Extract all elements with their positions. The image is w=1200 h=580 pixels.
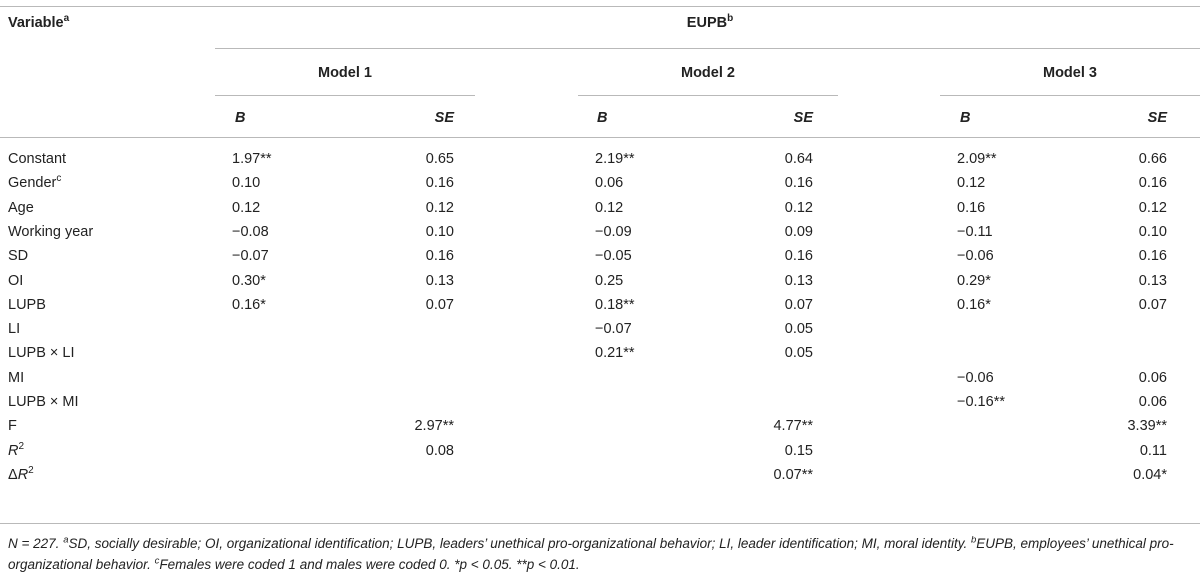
table-cell: 4.77**	[773, 418, 813, 435]
row-label: LUPB	[8, 296, 46, 313]
table-cell: 2.19**	[595, 151, 635, 167]
table-note	[8, 533, 1193, 575]
table-cell: 0.06	[595, 175, 624, 192]
table-cell: 0.15	[784, 442, 813, 459]
table-cell: 0.12	[425, 199, 454, 216]
table-cell: 0.08	[425, 442, 454, 459]
header-bottom-rule	[0, 137, 1200, 138]
table-cell: 0.05	[784, 345, 813, 362]
table-cell: 0.29*	[957, 272, 991, 289]
table-cell: 3.39**	[1127, 418, 1167, 435]
model-3-col-b: B	[960, 110, 971, 126]
note-a: SD, socially desirable; OI, organizational identification; LUPB, leaders’ unethical pro-organizational behavior; LI, leader identification; MI, moral identity.	[68, 536, 968, 551]
variable-header: Variable$^a$	[8, 13, 70, 31]
table-cell: −0.07	[232, 248, 269, 265]
table-cell: 0.25	[595, 272, 624, 289]
table-cell: 2.97**	[414, 418, 454, 435]
table-cell: 0.12	[1138, 199, 1167, 216]
model-3-col-se: SE	[1147, 110, 1167, 126]
table-cell: 0.12	[957, 175, 986, 192]
table-cell: 0.16	[425, 175, 454, 192]
row-label: $\Delta R^2$	[8, 465, 34, 483]
table-cell: 0.06	[1138, 394, 1167, 410]
table-cell: 0.18**	[595, 296, 635, 313]
model-1-col-b: B	[235, 110, 246, 126]
table-cell: 0.30*	[232, 272, 266, 289]
table-cell: 0.13	[784, 272, 813, 289]
model-1-label: Model 1	[318, 65, 372, 81]
note-b-marker: b	[970, 534, 977, 546]
model-2-col-se: SE	[793, 110, 813, 126]
table-cell: 0.10	[1138, 223, 1167, 240]
table-cell: 0.16	[784, 248, 813, 265]
row-label: Working year	[8, 223, 94, 240]
model-2-label: Model 2	[681, 65, 735, 81]
row-label: F	[8, 418, 17, 435]
table-cell: 0.07	[784, 296, 813, 313]
row-label: LUPB × LI	[8, 345, 75, 362]
table-cell: −0.06	[957, 248, 994, 265]
row-label: Gender$^c$	[8, 173, 62, 192]
dv-underline	[215, 48, 1200, 49]
table-cell: −0.06	[957, 369, 994, 386]
table-cell: 0.11	[1139, 442, 1167, 459]
table-cell: −0.09	[595, 223, 632, 240]
row-label: MI	[8, 369, 25, 386]
note-b: EUPB, employees’ unethical pro-organizational behavior.	[8, 536, 1174, 572]
model-3-underline	[940, 95, 1200, 96]
table-cell: −0.11	[957, 223, 993, 240]
table-cell: 0.07	[425, 296, 454, 313]
table-cell: −0.08	[232, 223, 269, 240]
top-rule	[0, 6, 1200, 7]
table-cell: 0.16	[1138, 175, 1167, 192]
model-2-underline	[578, 95, 838, 96]
model-3-label: Model 3	[1043, 65, 1097, 81]
table-cell: 0.10	[232, 175, 261, 192]
note-n: N = 227.	[8, 536, 60, 551]
row-label: Age	[8, 199, 34, 216]
table-cell: 0.10	[425, 223, 454, 240]
row-label: $R^2$	[8, 440, 25, 459]
table-cell: 0.21**	[595, 345, 635, 362]
table-cell: 0.16	[957, 199, 986, 216]
table-cell: 0.16	[784, 175, 813, 192]
note-a-marker: a	[63, 534, 69, 546]
table-cell: −0.07	[595, 321, 632, 338]
table-cell: 0.12	[784, 199, 813, 216]
note-c-marker: c	[154, 555, 160, 567]
table-cell: 0.05	[784, 321, 813, 338]
table-cell: 0.07	[1138, 296, 1167, 313]
table-cell: 0.12	[595, 199, 624, 216]
table-cell: 0.12	[232, 199, 261, 216]
dv-header: EUPB$^b$	[686, 13, 734, 31]
table-cell: −0.16**	[957, 394, 1005, 410]
model-2-col-b: B	[597, 110, 608, 126]
table-cell: 0.65	[425, 151, 454, 167]
table-cell: 0.64	[784, 151, 813, 167]
table-cell: 0.04*	[1133, 466, 1167, 483]
table-cell: 0.13	[425, 272, 454, 289]
row-label: LI	[8, 321, 21, 338]
table-cell: 2.09**	[957, 151, 997, 167]
model-1-underline	[215, 95, 475, 96]
table-cell: 1.97**	[232, 151, 272, 167]
row-label: SD	[8, 248, 29, 265]
row-label: Constant	[8, 151, 67, 167]
table-cell: 0.66	[1138, 151, 1167, 167]
note-c: Females were coded 1 and males were coded 0. *p < 0.05. **p < 0.01.	[159, 557, 580, 572]
table-cell: 0.16	[1138, 248, 1167, 265]
table-cell: 0.16*	[232, 296, 266, 313]
table-cell: 0.13	[1138, 272, 1167, 289]
table-bottom-rule	[0, 523, 1200, 524]
row-label: LUPB × MI	[8, 394, 79, 410]
table-cell: −0.05	[595, 248, 632, 265]
table-cell: 0.07**	[773, 466, 813, 483]
row-label: OI	[8, 272, 24, 289]
model-1-col-se: SE	[434, 110, 454, 126]
table-cell: 0.06	[1138, 369, 1167, 386]
table-cell: 0.09	[784, 223, 813, 240]
table-cell: 0.16	[425, 248, 454, 265]
table-cell: 0.16*	[957, 296, 991, 313]
